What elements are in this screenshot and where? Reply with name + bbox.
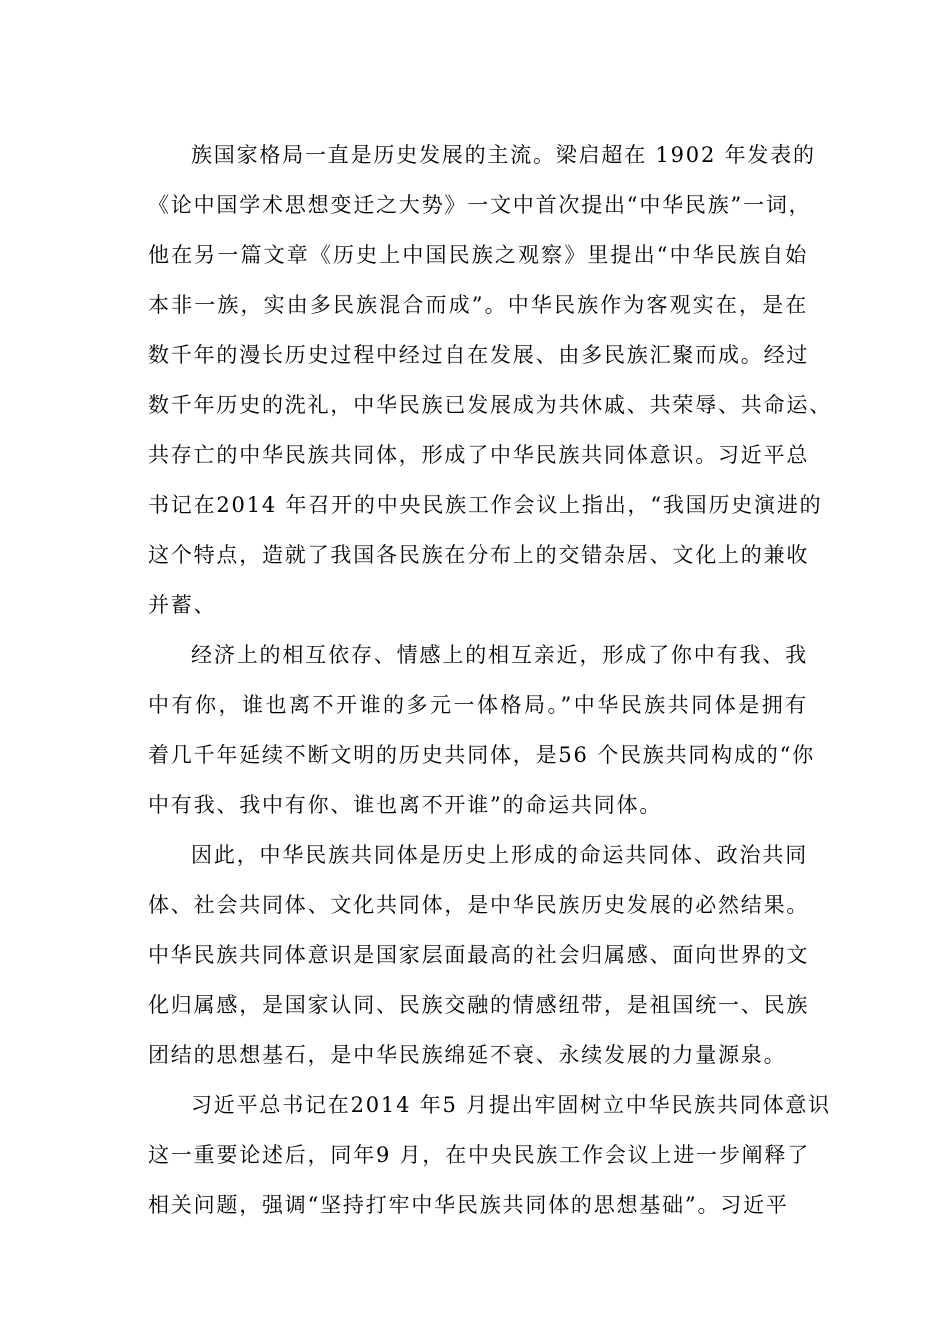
text-line: 数千年历史的洗礼，中华民族已发展成为共休戚、共荣辱、共命运、 [148, 393, 832, 417]
paragraph [148, 1080, 831, 1230]
document-page [148, 130, 832, 1230]
text-line: 他在另一篇文章《历史上中国民族之观察》里提出“中华民族自始 [148, 243, 808, 267]
text-line: 团结的思想基石，是中华民族绵延不衰、永续发展的力量源泉。 [148, 1043, 787, 1067]
text-line: 习近平总书记在2014 年5 月提出牢固树立中华民族共同体意识 [191, 1093, 831, 1117]
text-line: 这一重要论述后，同年9 月，在中央民族工作会议上进一步阐释了 [148, 1143, 811, 1167]
text-line: 中华民族共同体意识是国家层面最高的社会归属感、面向世界的文 [148, 943, 810, 967]
text-line: 化归属感，是国家认同、民族交融的情感纽带，是祖国统一、民族 [148, 993, 810, 1017]
text-line: 共存亡的中华民族共同体，形成了中华民族共同体意识。习近平总 [148, 443, 810, 467]
paragraph [148, 630, 815, 830]
text-line: 这个特点，造就了我国各民族在分布上的交错杂居、文化上的兼收 [148, 543, 810, 567]
text-line: 经济上的相互依存、情感上的相互亲近，形成了你中有我、我 [191, 643, 808, 667]
text-line: 中有你，谁也离不开谁的多元一体格局。”中华民族共同体是拥有 [148, 693, 808, 717]
text-line: 族国家格局一直是历史发展的主流。梁启超在 1902 年发表的 [191, 143, 816, 167]
text-line: 数千年的漫长历史过程中经过自在发展、由多民族汇聚而成。经过 [148, 343, 810, 367]
text-line: 因此，中华民族共同体是历史上形成的命运共同体、政治共同 [191, 843, 808, 867]
paragraph [148, 130, 832, 630]
text-line: 体、社会共同体、文化共同体，是中华民族历史发展的必然结果。 [148, 893, 810, 917]
text-line: 《论中国学术思想变迁之大势》一文中首次提出“中华民族”一词， [148, 193, 812, 217]
text-line: 中有我、我中有你、谁也离不开谁”的命运共同体。 [148, 793, 663, 817]
paragraph [148, 830, 808, 1080]
text-line: 并蓄、 [148, 593, 217, 617]
text-line: 着几千年延续不断文明的历史共同体，是56 个民族共同构成的“你 [148, 743, 815, 767]
text-line: 书记在2014 年召开的中央民族工作会议上指出，“我国历史演进的 [148, 493, 823, 517]
text-line: 相关问题，强调“坚持打牢中华民族共同体的思想基础”。习近平 [148, 1193, 789, 1217]
text-line: 本非一族，实由多民族混合而成”。中华民族作为客观实在，是在 [148, 293, 808, 317]
